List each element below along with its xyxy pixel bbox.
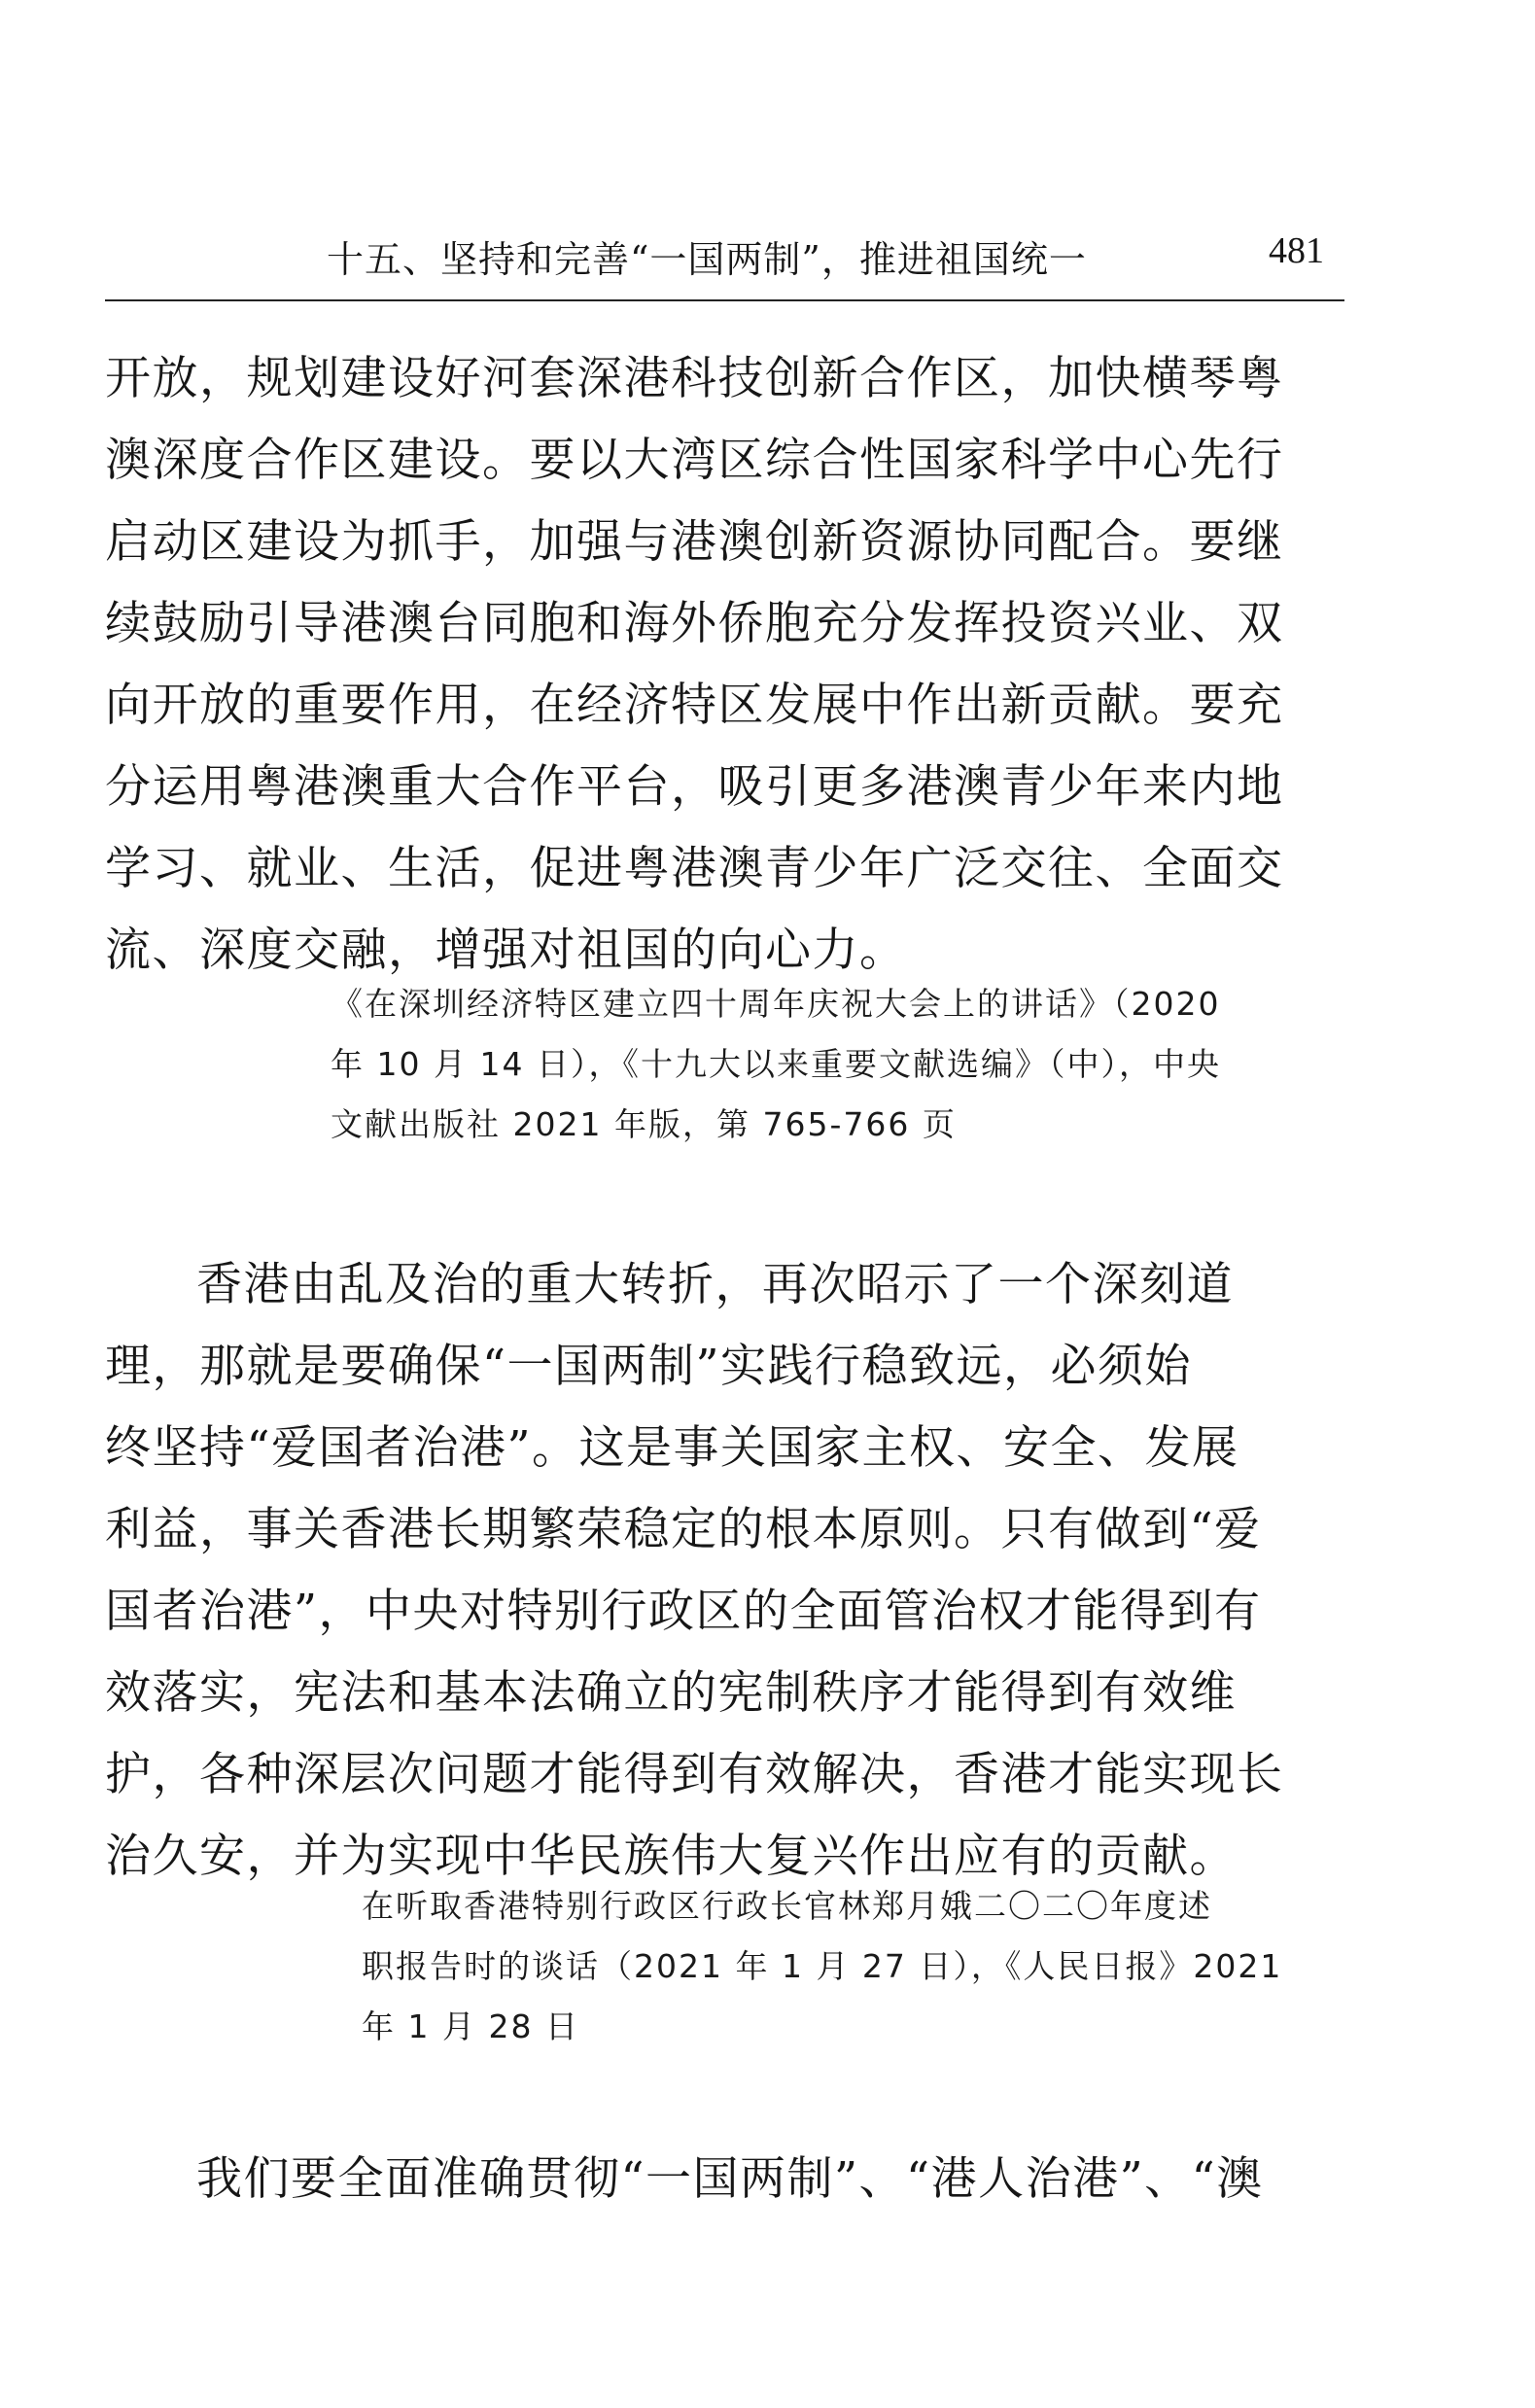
running-header — [0, 229, 1535, 288]
text-line: 效落实，宪法和基本法确立的宪制秩序才能得到有效维 — [105, 1666, 1237, 1720]
body-paragraph-1 — [105, 338, 1361, 992]
text-line: 流、深度交融，增强对祖国的向心力。 — [105, 924, 907, 977]
text-line: 利益，事关香港长期繁荣稳定的根本原则。只有做到“爱 — [105, 1503, 1262, 1556]
chapter-title: 十五、坚持和完善“一国两制”，推进祖国统一 — [327, 238, 1087, 281]
text-line: 启动区建设为抓手，加强与港澳创新资源协同配合。要继 — [105, 515, 1284, 569]
page-number: 481 — [1269, 230, 1324, 271]
source-citation-2 — [362, 1876, 1373, 2057]
text-line: 护，各种深层次问题才能得到有效解决，香港才能实现长 — [105, 1748, 1284, 1801]
text-line: 国者治港”，中央对特别行政区的全面管治权才能得到有 — [105, 1585, 1262, 1638]
citation-line: 文献出版社 2021 年版，第 765-766 页 — [331, 1105, 957, 1143]
text-line: 开放，规划建设好河套深港科技创新合作区，加快横琴粤 — [105, 352, 1284, 405]
citation-line: 年 10 月 14 日），《十九大以来重要文献选编》（中），中央 — [331, 1045, 1221, 1083]
text-line: 学习、就业、生活，促进粤港澳青少年广泛交往、全面交 — [105, 842, 1284, 895]
header-divider — [105, 299, 1344, 301]
source-citation-1 — [331, 974, 1342, 1155]
text-line: 向开放的重要作用，在经济特区发展中作出新贡献。要充 — [105, 679, 1284, 732]
text-line: 续鼓励引导港澳台同胞和海外侨胞充分发挥投资兴业、双 — [105, 597, 1284, 650]
text-line: 理，那就是要确保“一国两制”实践行稳致远，必须始 — [105, 1340, 1193, 1393]
text-line: 分运用粤港澳重大合作平台，吸引更多港澳青少年来内地 — [105, 760, 1284, 814]
text-line: 我们要全面准确贯彻“一国两制”、“港人治港”、“澳 — [196, 2152, 1264, 2206]
text-line: 终坚持“爱国者治港”。这是事关国家主权、安全、发展 — [105, 1421, 1239, 1475]
text-line: 香港由乱及治的重大转折，再次昭示了一个深刻道 — [196, 1258, 1234, 1311]
body-paragraph-3 — [105, 2139, 1361, 2220]
citation-line: 《在深圳经济特区建立四十周年庆祝大会上的讲话》（2020 — [331, 985, 1221, 1023]
citation-line: 在听取香港特别行政区行政长官林郑月娥二〇二〇年度述 — [362, 1887, 1212, 1925]
text-line: 澳深度合作区建设。要以大湾区综合性国家科学中心先行 — [105, 434, 1284, 487]
citation-line: 职报告时的谈话（2021 年 1 月 27 日），《人民日报》2021 — [362, 1947, 1283, 1985]
body-paragraph-2 — [105, 1244, 1361, 1898]
citation-line: 年 1 月 28 日 — [362, 2007, 579, 2045]
text-line: 治久安，并为实现中华民族伟大复兴作出应有的贡献。 — [105, 1830, 1237, 1883]
